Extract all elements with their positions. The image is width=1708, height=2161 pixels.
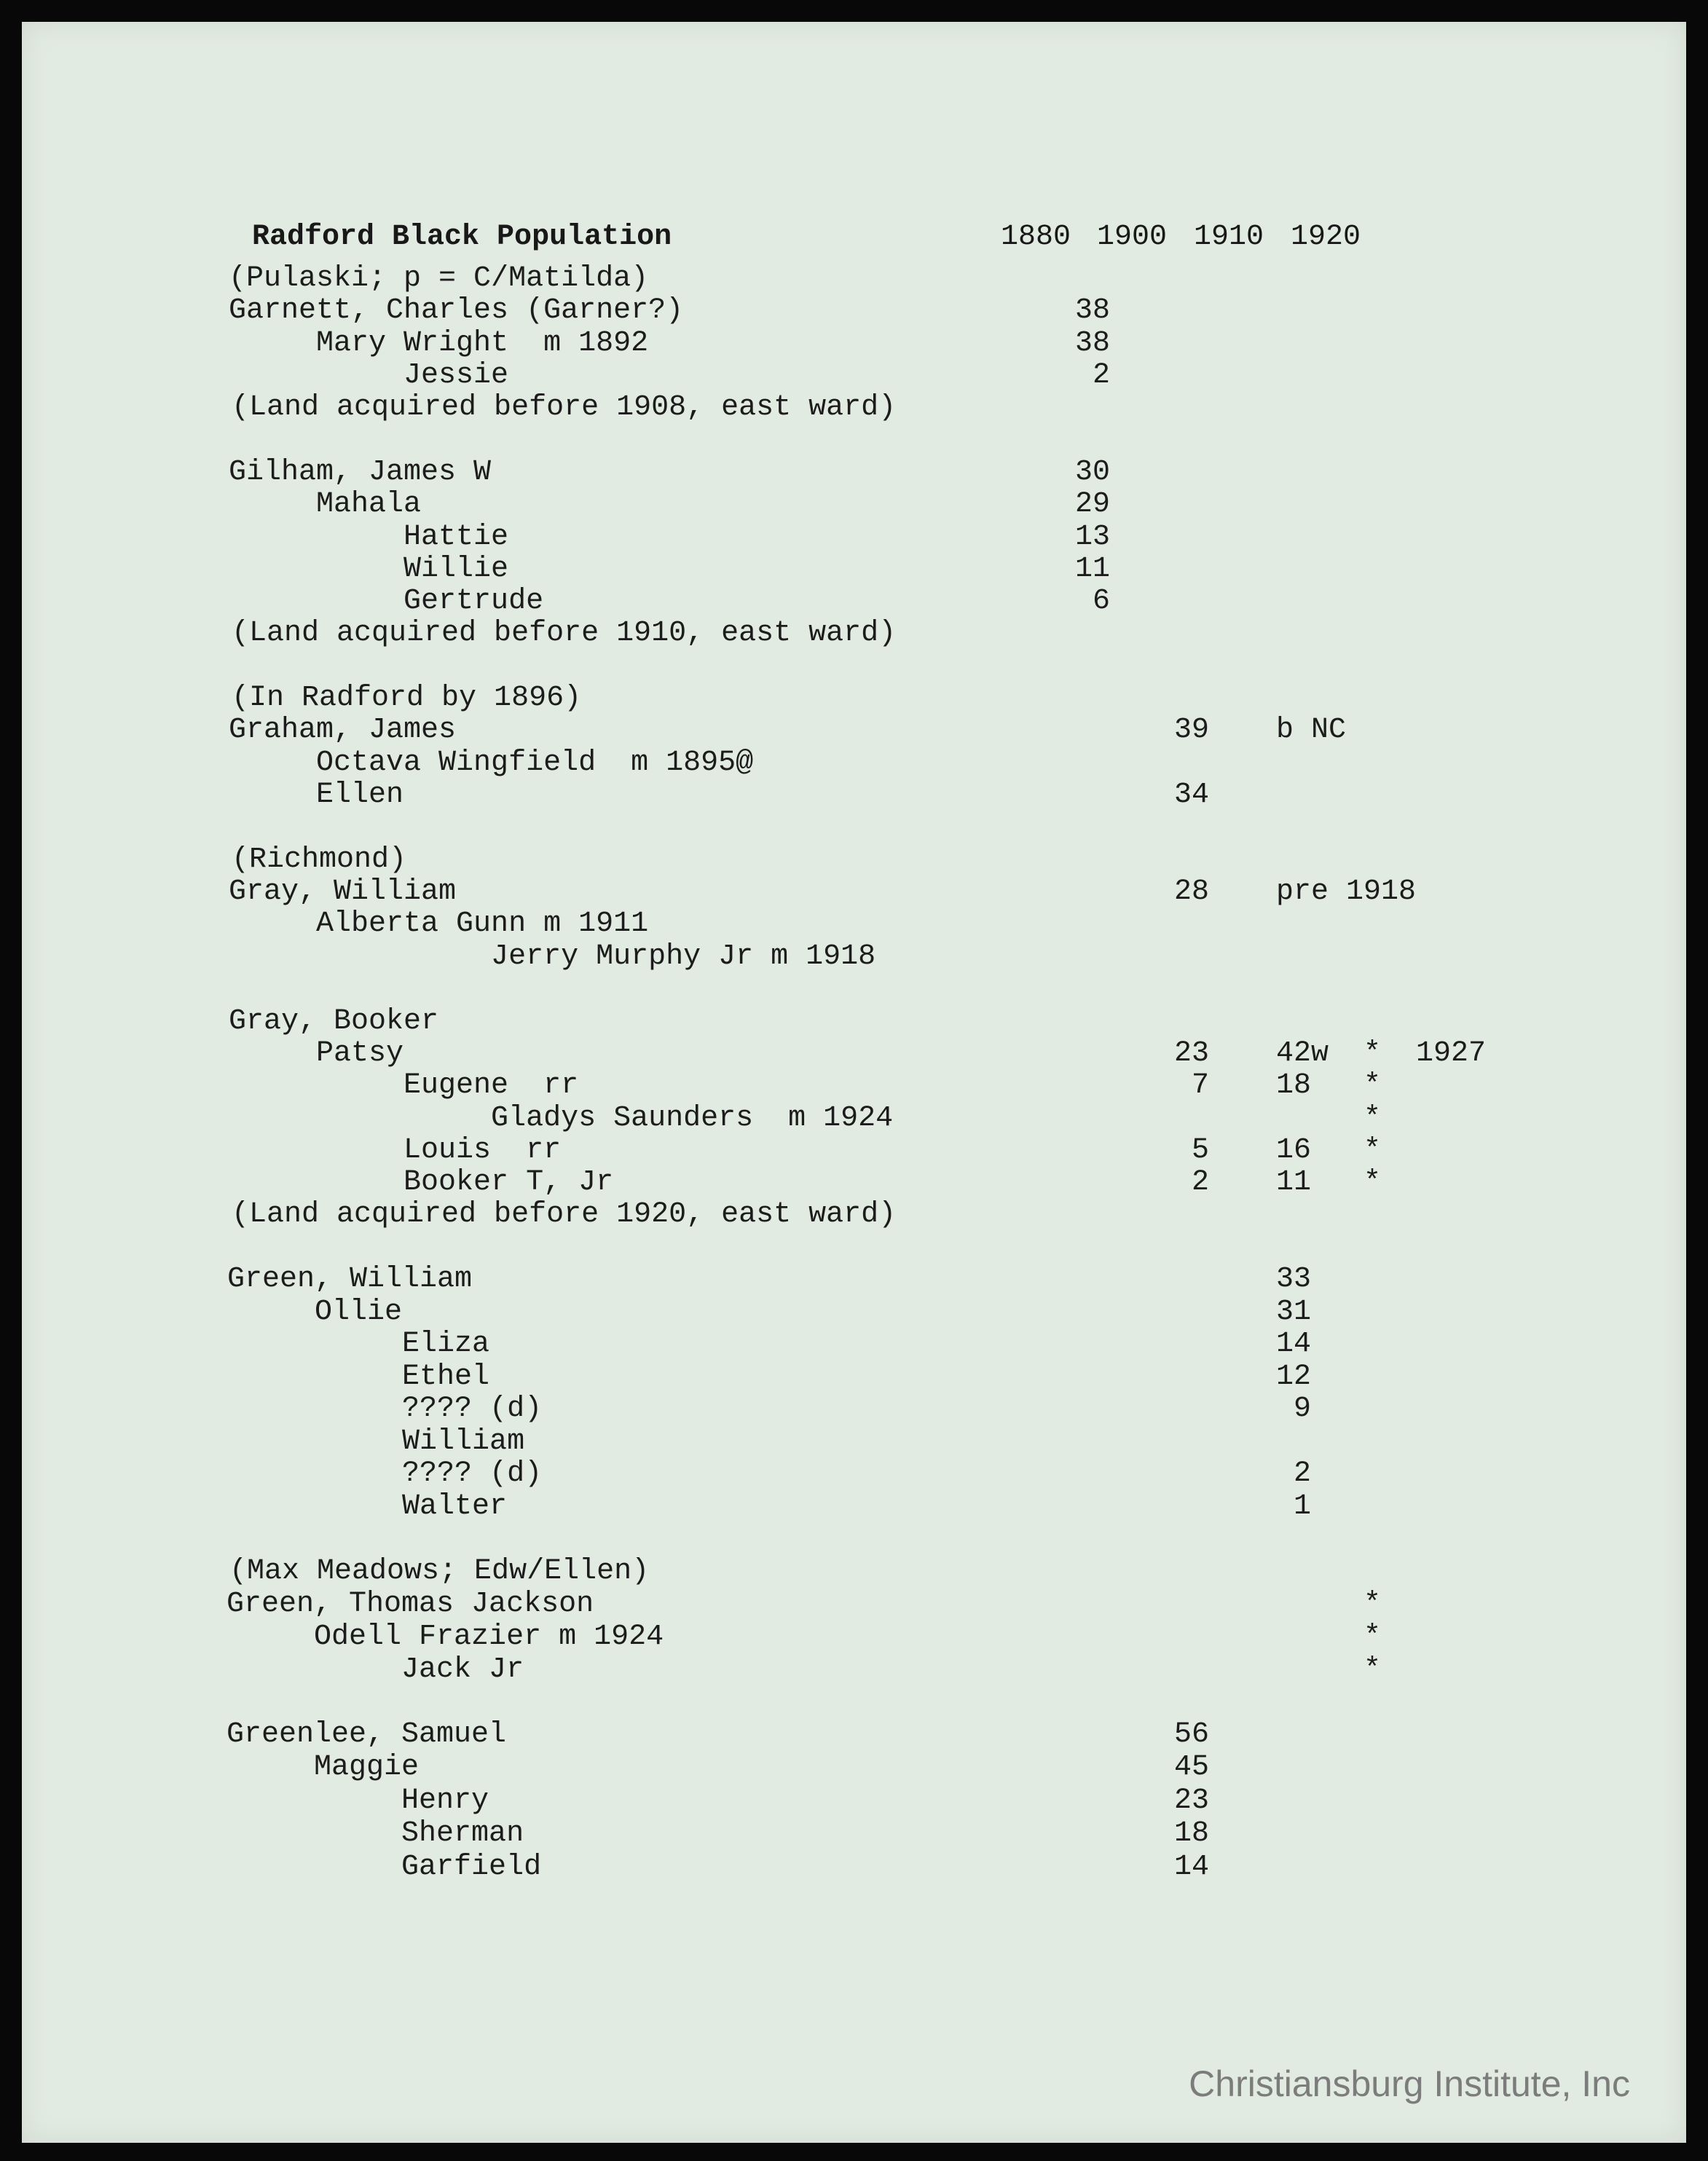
entry-value-c: 11 *: [1276, 1166, 1382, 1199]
entry-value-a: 6: [1075, 585, 1111, 618]
entry-value-c: 12: [1276, 1361, 1312, 1393]
entry-value-a: 30: [1075, 456, 1111, 489]
entry-line: [22, 1037, 1686, 1074]
entry-value-b: 5: [1174, 1134, 1210, 1167]
entry-text: Ethel: [227, 1361, 490, 1393]
entry-line: [22, 1621, 1686, 1657]
entry-value-a: 29: [1075, 488, 1111, 521]
entry-value-b: 2: [1174, 1166, 1210, 1199]
year-1920: 1920: [1291, 221, 1361, 253]
entry-line: [22, 1784, 1686, 1821]
document-title: Radford Black Population: [252, 221, 672, 253]
entry-text: Mary Wright m 1892: [229, 327, 649, 360]
entry-text: Gray, William: [229, 875, 457, 908]
entry-value-c: *: [1276, 1621, 1382, 1653]
entry-line: [22, 456, 1686, 492]
entry-value-a: 38: [1075, 294, 1111, 327]
entry-text: Walter: [227, 1490, 508, 1523]
entry-text: Hattie: [229, 521, 509, 554]
entry-value-c: 9: [1276, 1393, 1312, 1425]
entry-text: Eliza: [227, 1328, 490, 1361]
entry-line: [22, 1425, 1686, 1462]
entry-text: Gilham, James W: [229, 456, 492, 489]
entry-text: (Richmond): [232, 843, 407, 876]
entry-line: [22, 585, 1686, 621]
entry-line: [22, 843, 1686, 880]
entry-line: [22, 1328, 1686, 1364]
entry-line: [22, 1263, 1686, 1299]
entry-line: [22, 1198, 1686, 1235]
entry-text: Louis rr: [229, 1134, 562, 1167]
entry-line: [22, 1817, 1686, 1854]
entry-value-a: 2: [1075, 359, 1111, 392]
entry-text: Booker T, Jr: [229, 1166, 614, 1199]
entry-text: (Max Meadows; Edw/Ellen): [229, 1555, 650, 1588]
entry-line: [22, 1555, 1686, 1591]
entry-line: [22, 682, 1686, 718]
entry-line: [22, 1851, 1686, 1887]
entry-value-b: 23: [1174, 1784, 1210, 1817]
entry-line: [22, 1134, 1686, 1170]
entry-line: [22, 1393, 1686, 1429]
entry-line: [22, 1588, 1686, 1624]
entry-text: Henry: [227, 1784, 489, 1817]
entry-line: [22, 714, 1686, 750]
entry-line: [22, 1166, 1686, 1202]
entry-line: [22, 1005, 1686, 1042]
entry-text: Greenlee, Samuel: [227, 1718, 507, 1751]
entry-line: [22, 779, 1686, 815]
entry-line: [22, 908, 1686, 944]
watermark-logo: Christiansburg Institute, Inc: [1189, 2063, 1630, 2104]
entry-text: Alberta Gunn m 1911: [229, 908, 649, 940]
entry-line: [22, 359, 1686, 395]
entry-text: Garnett, Charles (Garner?): [229, 294, 684, 327]
entry-line: [22, 1457, 1686, 1494]
entry-line: [22, 1718, 1686, 1755]
entry-value-c: *: [1276, 1102, 1382, 1135]
entry-text: Gertrude: [229, 585, 544, 618]
entry-text: ???? (d): [227, 1393, 543, 1425]
entry-value-c: 33: [1276, 1263, 1312, 1296]
entry-text: Graham, James: [229, 714, 457, 747]
entry-value-c: *: [1276, 1653, 1382, 1686]
entry-value-c: 16 *: [1276, 1134, 1382, 1167]
entry-value-c: 42w * 1927: [1276, 1037, 1487, 1070]
entry-value-c: 18 *: [1276, 1069, 1382, 1102]
entry-line: [22, 488, 1686, 524]
entry-value-a: 13: [1075, 521, 1111, 554]
entry-line: [22, 262, 1686, 299]
year-header: [22, 221, 1686, 257]
year-1900: 1900: [1097, 221, 1168, 253]
entry-value-b: 45: [1174, 1751, 1210, 1784]
entry-text: Patsy: [229, 1037, 404, 1070]
entry-value-a: 11: [1075, 553, 1111, 586]
entry-line: [22, 1653, 1686, 1690]
entry-text: Odell Frazier m 1924: [227, 1621, 664, 1653]
entry-value-b: 7: [1174, 1069, 1210, 1102]
entry-text: Gray, Booker: [229, 1005, 439, 1038]
entry-text: Sherman: [227, 1817, 524, 1850]
entry-text: Octava Wingfield m 1895@: [229, 747, 754, 779]
entry-value-c: 2: [1276, 1457, 1312, 1490]
entry-text: Garfield: [227, 1851, 542, 1884]
entry-line: [22, 1490, 1686, 1527]
entry-line: [22, 1296, 1686, 1332]
entry-text: Green, William: [227, 1263, 473, 1296]
entry-text: William: [227, 1425, 525, 1458]
entry-line: [22, 1102, 1686, 1138]
entry-line: [22, 875, 1686, 912]
entry-line: [22, 391, 1686, 428]
year-1910: 1910: [1194, 221, 1264, 253]
entry-text: Green, Thomas Jackson: [227, 1588, 594, 1621]
entry-value-a: 38: [1075, 327, 1111, 360]
entry-value-b: 14: [1174, 1851, 1210, 1884]
entry-line: [22, 553, 1686, 589]
entry-line: [22, 1361, 1686, 1397]
entry-text: Ollie: [227, 1296, 403, 1329]
entry-value-c: *: [1276, 1588, 1382, 1621]
entry-value-c: 31: [1276, 1296, 1312, 1329]
entry-text: Ellen: [229, 779, 404, 811]
entry-text: Jerry Murphy Jr m 1918: [229, 940, 876, 973]
entry-text: (Pulaski; p = C/Matilda): [229, 262, 649, 295]
entry-text: Mahala: [229, 488, 422, 521]
entry-value-b: 34: [1174, 779, 1210, 811]
entry-value-b: 56: [1174, 1718, 1210, 1751]
entry-value-b: 18: [1174, 1817, 1210, 1850]
entry-value-b: 23: [1174, 1037, 1210, 1070]
entry-value-c: 1: [1276, 1490, 1312, 1523]
entry-value-b: 28: [1174, 875, 1210, 908]
entry-text: (Land acquired before 1920, east ward): [232, 1198, 897, 1231]
entry-value-b: 39: [1174, 714, 1210, 747]
entry-text: Gladys Saunders m 1924: [229, 1102, 894, 1135]
entry-text: Willie: [229, 553, 509, 586]
entry-line: [22, 1069, 1686, 1106]
entry-text: Eugene rr: [229, 1069, 579, 1102]
entry-text: (Land acquired before 1908, east ward): [232, 391, 897, 424]
entry-line: [22, 521, 1686, 557]
entry-line: [22, 617, 1686, 653]
entry-line: [22, 747, 1686, 783]
entry-value-c: pre 1918: [1276, 875, 1417, 908]
document-page: [22, 22, 1686, 2143]
entry-text: (In Radford by 1896): [232, 682, 582, 715]
entry-text: Maggie: [227, 1751, 420, 1784]
entry-line: [22, 294, 1686, 331]
entry-line: [22, 327, 1686, 363]
entry-line: [22, 940, 1686, 977]
entry-text: (Land acquired before 1910, east ward): [232, 617, 897, 650]
entry-value-c: 14: [1276, 1328, 1312, 1361]
entry-value-c: b NC: [1276, 714, 1347, 747]
entry-text: Jessie: [229, 359, 509, 392]
entry-text: Jack Jr: [227, 1653, 524, 1686]
entry-text: ???? (d): [227, 1457, 543, 1490]
year-1880: 1880: [1001, 221, 1071, 253]
entry-line: [22, 1751, 1686, 1787]
